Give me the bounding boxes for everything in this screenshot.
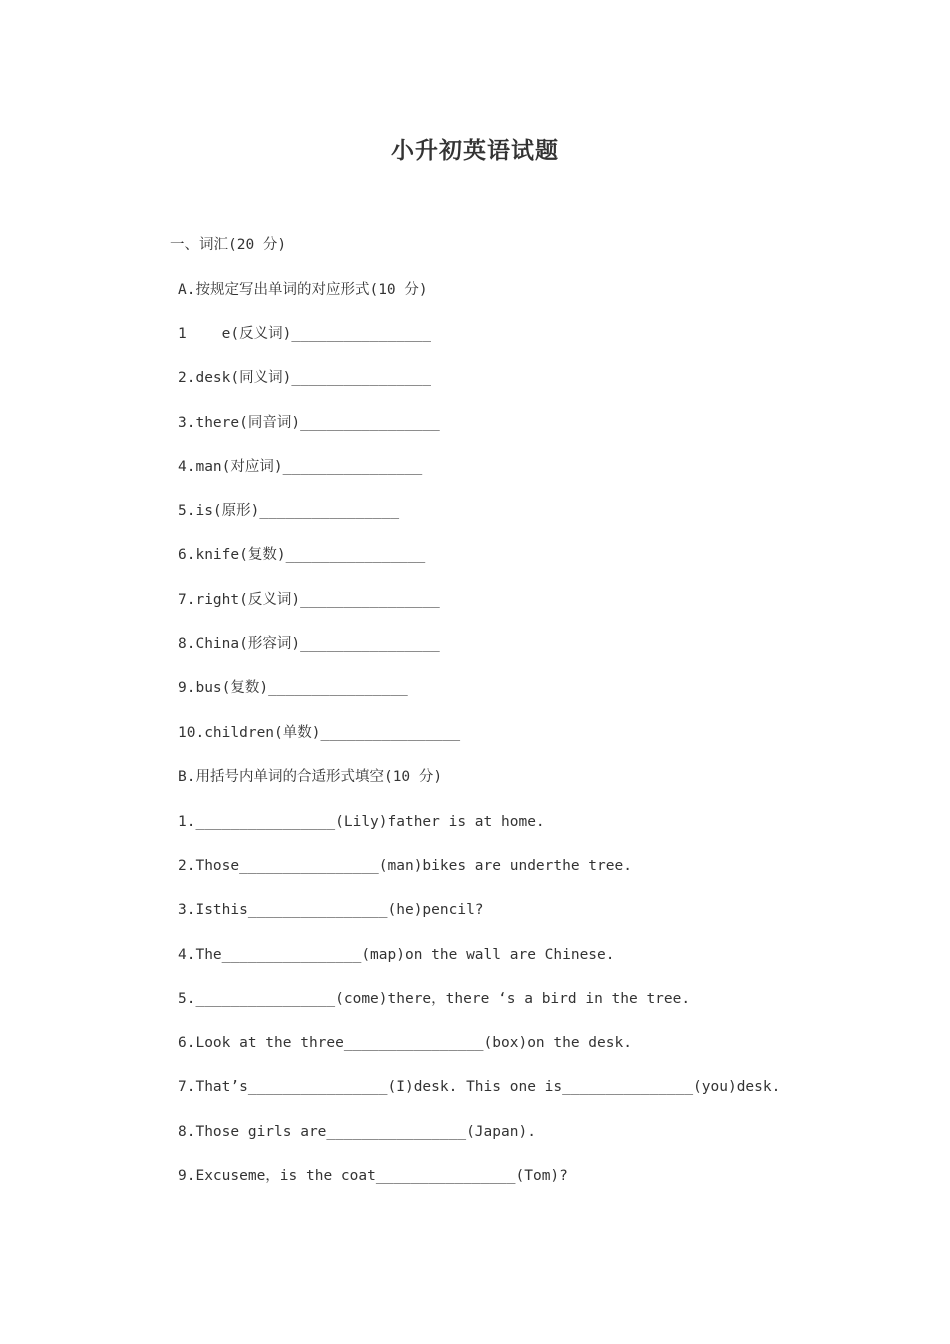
part-b-item: 9.Excuseme，is the coat________________(Tom)? <box>178 1168 568 1184</box>
part-a-item: 7.right(反义词)________________ <box>178 592 440 608</box>
part-a-item: 2.desk(同义词)________________ <box>178 370 432 386</box>
part-a-item: 1 e(反义词)________________ <box>178 326 432 342</box>
part-b-item: 3.Isthis________________(he)pencil? <box>178 902 484 918</box>
part-b-item: 2.Those________________(man)bikes are underthe tree. <box>178 858 632 874</box>
section-heading: 一、词汇(20 分) <box>170 237 287 253</box>
part-b-item: 8.Those girls are________________(Japan). <box>178 1124 536 1140</box>
part-b-item: 5.________________(come)there，there ‘s a bird in the tree. <box>178 991 691 1007</box>
part-b-heading: B.用括号内单词的合适形式填空(10 分) <box>178 769 443 785</box>
part-a-item: 4.man(对应词)________________ <box>178 459 423 475</box>
part-a-item: 10.children(单数)________________ <box>178 725 461 741</box>
page-title: 小升初英语试题 <box>391 138 559 164</box>
part-a-item: 8.China(形容词)________________ <box>178 636 440 652</box>
part-a-item: 9.bus(复数)________________ <box>178 680 408 696</box>
part-b-item: 6.Look at the three________________(box)on the desk. <box>178 1035 632 1051</box>
part-a-item: 3.there(同音词)________________ <box>178 415 440 431</box>
part-b-item: 7.That’s________________(I)desk. This one is_______________(you)desk. <box>178 1079 781 1095</box>
part-b-item: 4.The________________(map)on the wall are Chinese. <box>178 947 615 963</box>
part-a-item: 5.is(原形)________________ <box>178 503 400 519</box>
part-a-item: 6.knife(复数)________________ <box>178 547 426 563</box>
part-b-item: 1.________________(Lily)father is at home. <box>178 814 545 830</box>
part-a-heading: A.按规定写出单词的对应形式(10 分) <box>178 282 428 298</box>
